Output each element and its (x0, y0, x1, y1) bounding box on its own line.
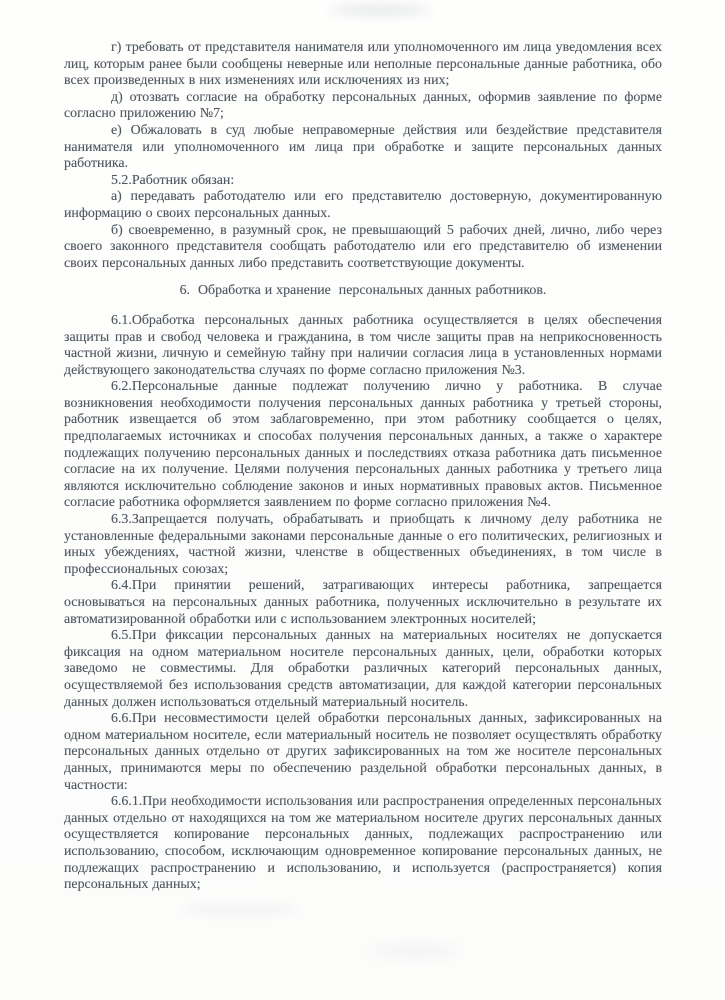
paragraph: а) передавать работодателю или его представителю достоверную, документированную информацию о своих персональных данных. (64, 189, 662, 221)
paragraph: е) Обжаловать в суд любые неправомерные действия или бездействие представителя нанимателя или уполномоченного им лица при обработке и защите персональных данных работника. (64, 122, 662, 172)
paragraph: 6.2.Персональные данные подлежат получению лично у работника. В случае возникновения необходимости получения персональных данных работника у третьей стороны, работник извещается об этом заблаговременно, при этом работнику сообщается о целях, предполагаемых источниках и способах получения персональных данных, а также о характере подлежащих получению персональных данных и последствиях отказа работника дать письменное согласие на их получение. Целями получения персональных данных работника у третьего лица являются исключительно соблюдение законов и иных нормативных правовых актов. Письменное согласие работника оформляется заявлением по форме согласно приложения №4. (64, 379, 662, 511)
paragraph: 6.4.При принятии решений, затрагивающих интересы работника, запрещается основываться на персональных данных работника, полученных исключительно в результате их автоматизированной обработки или с использованием электронных носителей; (64, 578, 662, 627)
paragraph: б) своевременно, в разумный срок, не превышающий 5 рабочих дней, лично, либо через своего законного представителя сообщать работодателю или его представителю об изменении своих персональных данных либо представить соответствующие документы. (64, 222, 662, 271)
paragraph: г) требовать от представителя нанимателя или уполномоченного им лица уведомления всех лиц, которым ранее были сообщены неверные или неполные персональные данные работника, обо всех произведенных в них изменениях или исключениях из них; (64, 40, 662, 89)
document-body (64, 40, 662, 894)
paragraph: 6.5.При фиксации персональных данных на материальных носителях не допускается фиксация на одном материальном носителе персональных данных, цели, обработки которых заведомо не совместимы. Для обработки различных категорий персональных данных, осуществляемой без использования средств автоматизации, для каждой категории персональных данных должен использоваться отдельный материальный носитель. (64, 628, 662, 710)
scan-smudge (330, 4, 430, 16)
paragraph: 6.1.Обработка персональных данных работника осуществляется в целях обеспечения защиты прав и свобод человека и гражданина, в том числе защиты прав на неприкосновенность частной жизни, личную и семейную тайну при наличии согласия лица в установленных нормами действующего законодательства случаях по форме согласно приложения №3. (64, 312, 662, 378)
scan-smudge (180, 905, 300, 915)
paragraph: 6.3.Запрещается получать, обрабатывать и приобщать к личному делу работника не установленные федеральными законами персональные данные о его политических, религиозных и иных убеждениях, частной жизни, членстве в общественных объединениях, в том числе в профессиональных союзах; (64, 512, 662, 577)
paragraph: 5.2.Работник обязан: (111, 172, 235, 188)
paragraph: 6.6.1.При необходимости использования или распространения определенных персональных данных отдельно от находящихся на том же материальном носителе других персональных данных осуществляется копирование персональных данных, подлежащих распространению или использованию, способом, исключающим одновременное копирование персональных данных, не подлежащих распространению и использованию, и используется (распространяется) копия персональных данных; (64, 794, 662, 893)
scan-smudge (370, 945, 460, 957)
paragraph: 6.6.При несовместимости целей обработки персональных данных, зафиксированных на одном материальном носителе, если материальный носитель не позволяет осуществлять обработку персональных данных отдельно от других зафиксированных на том же носителе персональных данных, принимаются меры по обеспечению раздельной обработки персональных данных, в частности: (64, 711, 662, 793)
paragraph: д) отозвать согласие на обработку персональных данных, оформив заявление по форме согласно приложению №7; (64, 89, 662, 122)
section-heading: 6. Обработка и хранение персональных данных работников. (179, 283, 547, 299)
